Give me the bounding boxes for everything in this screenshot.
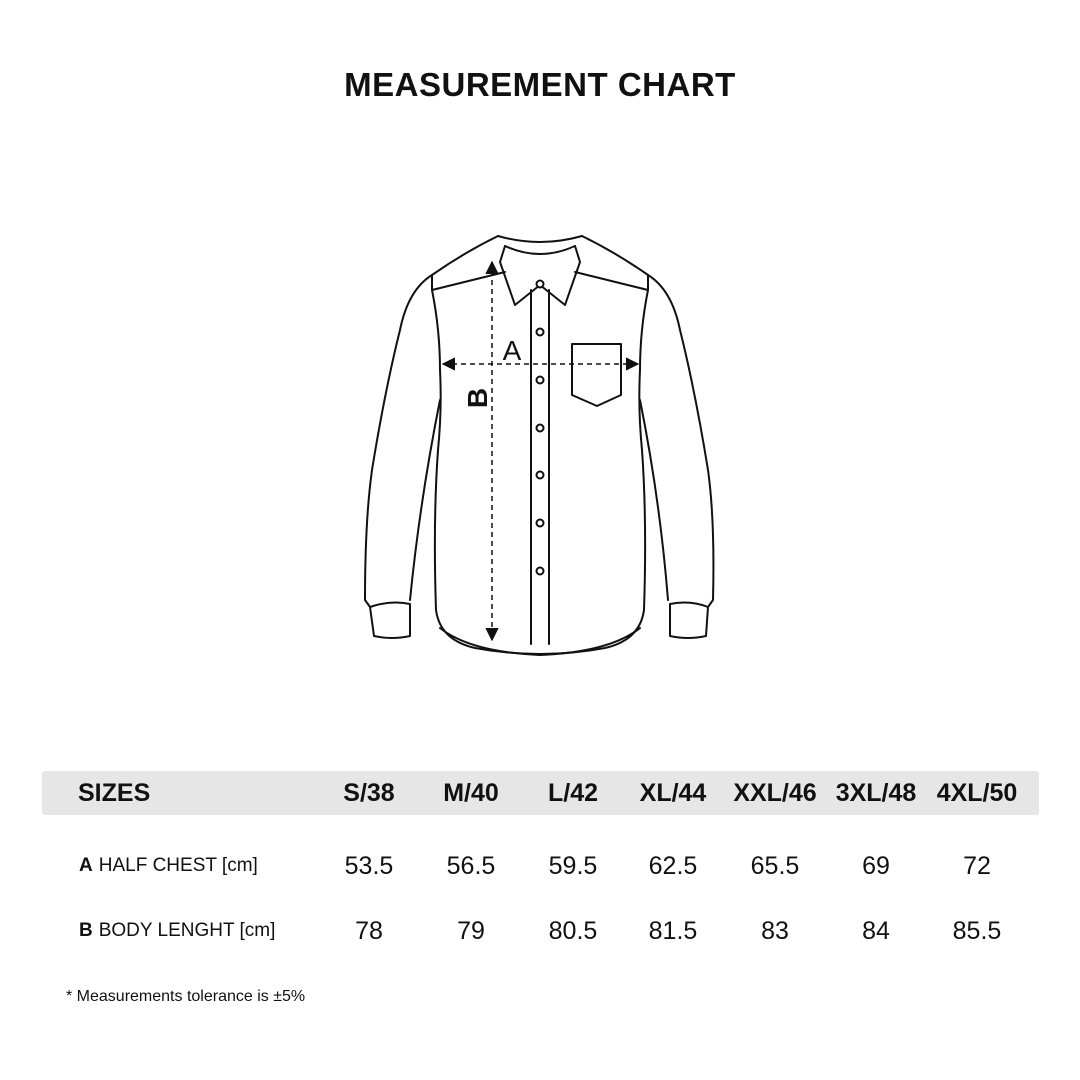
table-cell: 53.5 (344, 852, 394, 880)
table-cell: 80.5 (548, 917, 598, 945)
measure-label-a: A (502, 335, 522, 366)
table-cell: 78 (355, 917, 383, 945)
size-header: XL/44 (639, 779, 707, 807)
table-row-half-chest (0, 846, 1080, 886)
size-header: L/42 (547, 779, 599, 807)
sizes-header-label: SIZES (78, 779, 151, 807)
table-cell: 81.5 (648, 917, 698, 945)
table-cell: 59.5 (548, 852, 598, 880)
table-cell: 72 (963, 852, 991, 880)
row-key: B (79, 920, 93, 941)
table-cell: 62.5 (648, 852, 698, 880)
table-cell: 79 (457, 917, 485, 945)
size-header: M/40 (443, 779, 499, 807)
measure-lines (443, 262, 638, 640)
shirt-outline (365, 236, 713, 655)
row-label (79, 846, 258, 886)
table-cell: 85.5 (952, 917, 1002, 945)
row-key: A (79, 855, 93, 876)
row-label (79, 911, 275, 951)
row-label-text: HALF CHEST [cm] (98, 855, 258, 876)
table-row-body-length (0, 911, 1080, 951)
size-header: XXL/46 (733, 779, 817, 807)
footnote: * Measurements tolerance is ±5% (66, 988, 306, 1005)
row-label-text: BODY LENGHT [cm] (98, 920, 276, 941)
size-header: S/38 (343, 779, 395, 807)
page-title: MEASUREMENT CHART (344, 66, 736, 103)
table-cell: 69 (862, 852, 890, 880)
table-cell: 84 (862, 917, 890, 945)
buttons (537, 281, 544, 575)
size-header: 3XL/48 (835, 779, 917, 807)
table-cell: 56.5 (446, 852, 496, 880)
size-header: 4XL/50 (936, 779, 1018, 807)
sizes-header-row (42, 771, 1039, 815)
table-cell: 83 (761, 917, 789, 945)
table-cell: 65.5 (750, 852, 800, 880)
measure-label-b: B (462, 387, 493, 409)
